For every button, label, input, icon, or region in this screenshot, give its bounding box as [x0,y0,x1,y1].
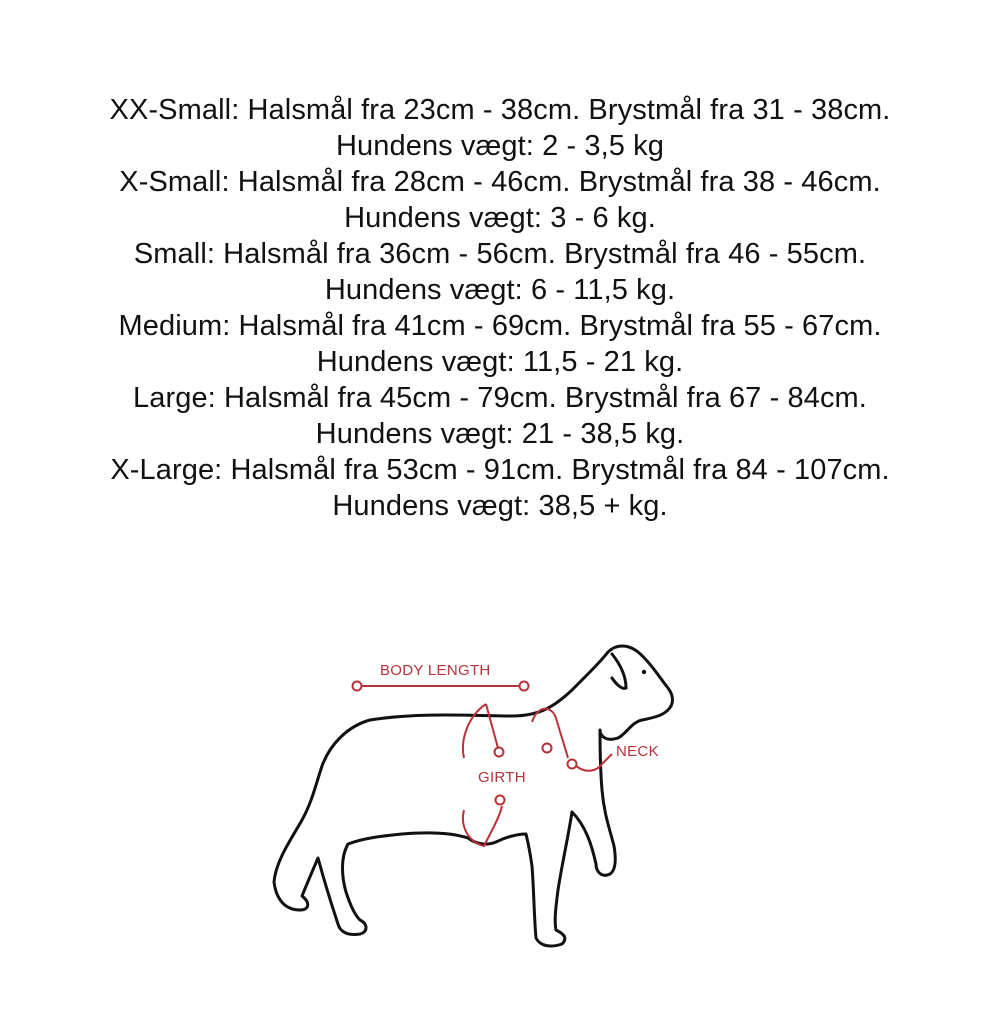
size-large-measurements: Large: Halsmål fra 45cm - 79cm. Brystmål fra 67 - 84cm. [133,382,867,414]
neck-pointer-icon [602,754,612,764]
neck-left-point-icon [543,744,552,753]
girth-top-point-icon [495,748,504,757]
size-medium-weight: Hundens vægt: 11,5 - 21 kg. [316,346,684,378]
body-length-start-icon [353,682,362,691]
dog-outline-icon [274,646,673,946]
neck-right-point-icon [568,760,577,769]
size-chart [0,92,1000,524]
girth-bottom-point-icon [496,796,505,805]
body-length-label: BODY LENGTH [380,662,491,679]
body-length-end-icon [520,682,529,691]
size-medium-measurements: Medium: Halsmål fra 41cm - 69cm. Brystmål fra 55 - 67cm. [118,310,882,342]
girth-stem-top-icon [486,704,498,748]
size-small-weight: Hundens vægt: 6 - 11,5 kg. [324,274,676,306]
dog-measurement-diagram [250,620,700,1010]
size-small-measurements: Small: Halsmål fra 36cm - 56cm. Brystmål fra 46 - 55cm. [133,238,867,270]
size-x-small-measurements: X-Small: Halsmål fra 28cm - 46cm. Brystmål fra 38 - 46cm. [119,166,881,198]
size-x-large-weight: Hundens vægt: 38,5 + kg. [332,490,668,522]
dog-eye-icon [642,670,646,674]
size-xx-small-weight: Hundens vægt: 2 - 3,5 kg [335,130,665,162]
girth-label: GIRTH [478,769,526,786]
dog-diagram-svg [250,620,700,1000]
size-large-weight: Hundens vægt: 21 - 38,5 kg. [315,418,685,450]
size-x-large-measurements: X-Large: Halsmål fra 53cm - 91cm. Brystmål fra 84 - 107cm. [110,454,890,486]
size-xx-small-measurements: XX-Small: Halsmål fra 23cm - 38cm. Brystmål fra 31 - 38cm. [109,94,891,126]
neck-label: NECK [616,743,659,760]
girth-loop-icon [463,704,486,758]
dog-ear-icon [612,654,626,688]
size-x-small-weight: Hundens vægt: 3 - 6 kg. [344,202,656,234]
neck-right-curve-icon [574,764,602,771]
